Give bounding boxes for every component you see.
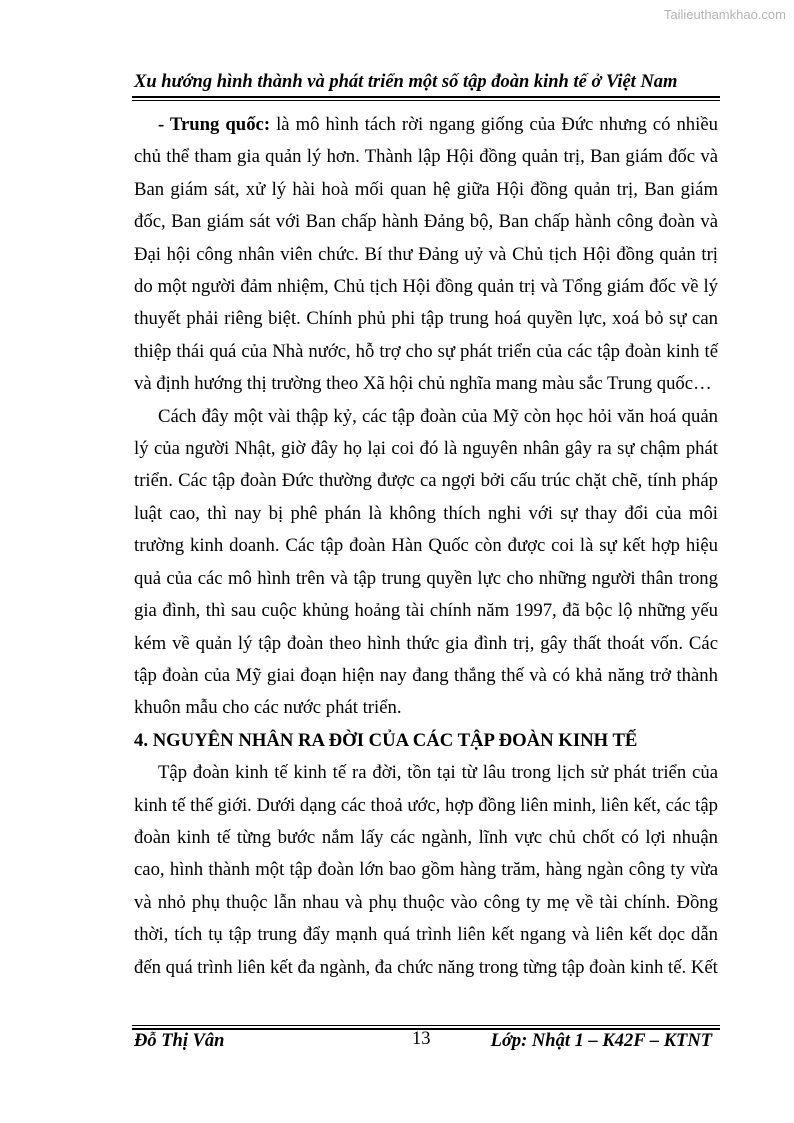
- page-header-title: Xu hướng hình thành và phát triển một số tập đoàn kinh tế ở Việt Nam: [134, 72, 678, 92]
- paragraph-text: là mô hình tách rời ngang giống của Đức nhưng có nhiều chủ thể tham gia quản lý hơn. Thành lập Hội đồng quản trị, Ban giám đốc và Ban giám sát, xử lý hài hoà mối quan hệ giữa Hội đồng quản trị, Ban giám đốc, Ban giám sát với Ban chấp hành Đảng bộ, Ban chấp hành công đoàn và Đại hội công nhân viên chức. Bí thư Đảng uỷ và Chủ tịch Hội đồng quản trị do một người đảm nhiệm, Chủ tịch Hội đồng quản trị và Tổng giám đốc về lý thuyết phải riêng biệt. Chính phủ phi tập trung hoá quyền lực, xoá bỏ sự can thiệp thái quá của Nhà nước, hỗ trợ cho sự phát triển của các tập đoàn kinh tế và định hướng thị trường theo Xã hội chủ nghĩa mang màu sắc Trung quốc…: [134, 114, 718, 395]
- section-heading: 4. NGUYÊN NHÂN RA ĐỜI CỦA CÁC TẬP ĐOÀN KINH TẾ: [134, 729, 638, 751]
- paragraph-causes: Tập đoàn kinh tế kinh tế ra đời, tồn tại từ lâu trong lịch sử phát triển của kinh tế thế giới. Dưới dạng các thoả ước, hợp đồng liên minh, liên kết, các tập đoàn kinh tế từng bước nắm lấy các ngành, lĩnh vực chủ chốt có lợi nhuận cao, hình thành một tập đoàn lớn bao gồm hàng trăm, hàng ngàn công ty vừa và nhỏ phụ thuộc lẫn nhau và phụ thuộc vào công ty mẹ về tài chính. Đồng thời, tích tụ tập trung đẩy mạnh quá trình liên kết ngang và liên kết dọc dẫn đến quá trình liên kết đa ngành, đa chức năng trong từng tập đoàn kinh tế. Kết: [134, 762, 718, 978]
- footer-divider-thin: [132, 1025, 720, 1026]
- header-divider: [132, 96, 720, 98]
- paragraph-china-model: [134, 109, 718, 401]
- watermark: Tailieuthamkhao.com: [663, 7, 786, 22]
- footer-author: Đỗ Thị Vân: [134, 1031, 225, 1051]
- header-divider-thin: [132, 100, 720, 101]
- paragraph-lead: - Trung quốc:: [158, 114, 271, 135]
- document-body: [134, 109, 718, 984]
- paragraph-comparison: Cách đây một vài thập kỷ, các tập đoàn của Mỹ còn học hỏi văn hoá quản lý của người Nhật, giờ đây họ lại coi đó là nguyên nhân gây ra sự chậm phát triển. Các tập đoàn Đức thường được ca ngợi bởi cấu trúc chặt chẽ, tính pháp luật cao, thì nay bị phê phán là không thích nghi với sự thay đổi của môi trường kinh doanh. Các tập đoàn Hàn Quốc còn được coi là sự kết hợp hiệu quả của các mô hình trên và tập trung quyền lực cho những người thân trong gia đình, thì sau cuộc khủng hoảng tài chính năm 1997, đã bộc lộ những yếu kém về quản lý tập đoàn theo hình thức gia đình trị, gây thất thoát vốn. Các tập đoàn của Mỹ giai đoạn hiện nay đang thắng thế và có khả năng trở thành khuôn mẫu cho các nước phát triển.: [134, 405, 718, 719]
- page-number: 13: [412, 1029, 431, 1049]
- footer-class-info: Lớp: Nhật 1 – K42F – KTNT: [490, 1031, 712, 1051]
